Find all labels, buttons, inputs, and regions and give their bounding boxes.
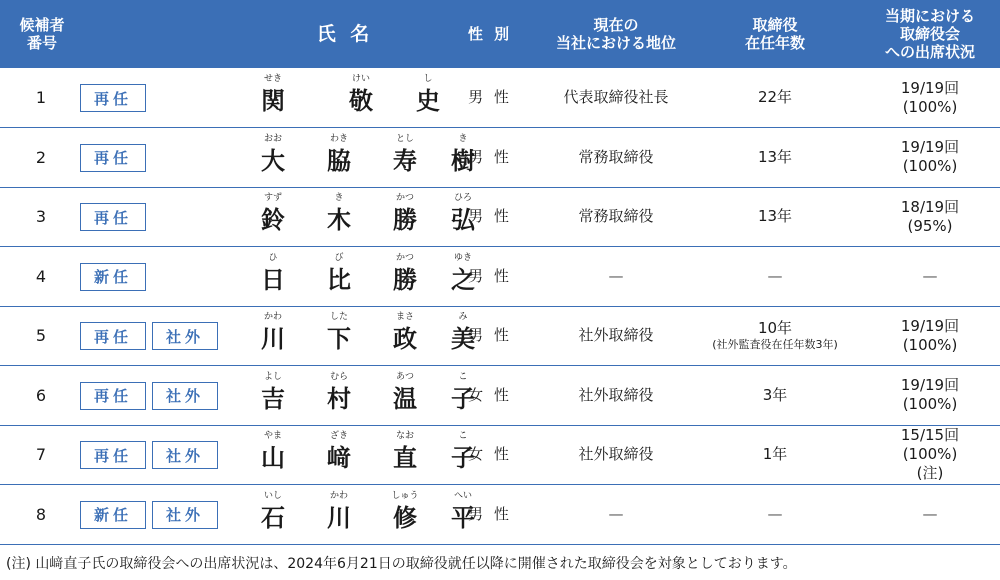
attendance bbox=[860, 188, 1000, 245]
name-kanji: 子 bbox=[451, 384, 475, 413]
table-row bbox=[0, 69, 1000, 128]
candidate-number: 6 bbox=[35, 385, 47, 405]
name-kanji: 関 bbox=[261, 87, 285, 115]
table-row bbox=[0, 367, 1000, 426]
header-attendance: 当期における 取締役会 への出席状況 bbox=[884, 7, 975, 61]
tenure-value: — bbox=[767, 266, 783, 285]
name-kanji: 村 bbox=[327, 384, 351, 413]
name-kanji: 木 bbox=[327, 206, 351, 234]
tenure-value: 1年 bbox=[762, 445, 788, 463]
name-furigana: ひろ bbox=[453, 193, 472, 203]
name-furigana: とし bbox=[395, 133, 414, 144]
table-row bbox=[0, 188, 1000, 247]
status-badge: 新任 bbox=[80, 501, 146, 529]
header-position: 現在の 当社における地位 bbox=[555, 16, 676, 52]
name-kanji: 敬 bbox=[349, 87, 373, 115]
table-row bbox=[0, 426, 1000, 485]
candidate-name bbox=[250, 188, 475, 245]
candidate-tags bbox=[80, 382, 218, 410]
attendance-rate: (95%) bbox=[907, 216, 953, 235]
attendance-count: 19/19回 bbox=[900, 376, 960, 394]
name-kanji: 寿 bbox=[393, 146, 417, 175]
attendance-count: 15/15回 bbox=[900, 426, 960, 444]
tenure-note: (社外監査役在任年数3年) bbox=[712, 338, 838, 351]
status-badge: 社外 bbox=[152, 441, 218, 469]
attendance bbox=[860, 486, 1000, 543]
status-badge: 社外 bbox=[152, 501, 218, 529]
candidate-name bbox=[250, 248, 475, 305]
name-furigana: よし bbox=[263, 371, 282, 382]
name-kanji: 樹 bbox=[451, 146, 475, 175]
name-kanji: 勝 bbox=[393, 206, 417, 234]
current-position: 社外取締役 bbox=[578, 385, 654, 404]
gender: 男 性 bbox=[468, 266, 512, 285]
candidate-tags bbox=[80, 441, 218, 469]
name-furigana: き bbox=[458, 133, 468, 144]
attendance-count: 19/19回 bbox=[900, 138, 960, 156]
header-name: 氏 名 bbox=[316, 23, 374, 45]
current-position: 社外取締役 bbox=[578, 445, 654, 463]
status-badge: 再任 bbox=[80, 144, 146, 172]
attendance-rate: (100%) bbox=[902, 157, 958, 175]
candidate-number: 3 bbox=[35, 207, 47, 226]
header-no: 候補者 番号 bbox=[19, 16, 65, 52]
name-furigana: み bbox=[458, 312, 468, 322]
name-kanji: 勝 bbox=[393, 265, 417, 294]
attendance-rate: (100%) bbox=[902, 395, 958, 413]
name-kanji: 山 bbox=[261, 444, 285, 472]
name-kanji: 之 bbox=[451, 265, 475, 294]
tenure-years bbox=[700, 69, 850, 126]
name-furigana: した bbox=[329, 312, 348, 322]
status-badge: 新任 bbox=[80, 263, 146, 291]
name-furigana: あつ bbox=[395, 371, 414, 382]
name-kanji: 平 bbox=[451, 503, 475, 532]
attendance bbox=[860, 307, 1000, 364]
attendance-count: — bbox=[922, 504, 938, 523]
name-kanji: 修 bbox=[393, 503, 417, 532]
name-furigana: ゆき bbox=[453, 252, 472, 263]
name-kanji: 川 bbox=[327, 503, 351, 532]
status-badge: 再任 bbox=[80, 441, 146, 469]
candidate-tags bbox=[80, 144, 146, 172]
name-kanji: 直 bbox=[393, 444, 417, 472]
candidate-name bbox=[250, 307, 475, 364]
table-header bbox=[0, 0, 1000, 68]
name-furigana: やま bbox=[263, 431, 282, 441]
tenure-years bbox=[700, 307, 850, 364]
candidate-tags bbox=[80, 322, 218, 350]
attendance bbox=[860, 248, 1000, 305]
gender: 男 性 bbox=[468, 147, 512, 166]
status-badge: 社外 bbox=[152, 382, 218, 410]
candidate-number: 2 bbox=[35, 147, 47, 167]
gender: 男 性 bbox=[468, 88, 512, 106]
table-row bbox=[0, 248, 1000, 307]
candidate-tags bbox=[80, 501, 218, 529]
table-row bbox=[0, 307, 1000, 366]
table-row bbox=[0, 129, 1000, 188]
attendance-note: (注) bbox=[916, 464, 944, 482]
attendance bbox=[860, 426, 1000, 483]
name-furigana: わき bbox=[329, 133, 348, 144]
name-furigana: び bbox=[334, 252, 344, 263]
candidate-name bbox=[250, 69, 450, 126]
attendance-rate: (100%) bbox=[902, 97, 958, 116]
tenure-value: 22年 bbox=[757, 88, 793, 106]
name-furigana: いし bbox=[263, 490, 282, 501]
candidate-tags bbox=[80, 203, 146, 231]
attendance-count: 19/19回 bbox=[900, 78, 960, 97]
gender: 男 性 bbox=[468, 504, 512, 523]
gender: 女 性 bbox=[468, 385, 512, 404]
name-furigana: むら bbox=[329, 371, 348, 382]
current-position: — bbox=[608, 266, 624, 285]
name-furigana: かわ bbox=[263, 312, 282, 322]
candidate-number: 7 bbox=[35, 445, 47, 464]
name-furigana: ざき bbox=[329, 431, 348, 441]
candidate-name bbox=[250, 129, 475, 186]
name-furigana: こ bbox=[458, 431, 468, 441]
name-kanji: 史 bbox=[416, 87, 440, 115]
name-furigana: ひ bbox=[268, 252, 278, 263]
attendance-count: 18/19回 bbox=[900, 197, 960, 216]
current-position: 常務取締役 bbox=[578, 147, 654, 166]
name-kanji: 大 bbox=[261, 146, 285, 175]
header-tenure: 取締役 在任年数 bbox=[744, 16, 805, 52]
candidate-tags bbox=[80, 263, 146, 291]
name-furigana: へい bbox=[453, 490, 472, 501]
name-kanji: 﨑 bbox=[327, 444, 351, 472]
status-badge: 再任 bbox=[80, 382, 146, 410]
tenure-years bbox=[700, 426, 850, 483]
tenure-value: 10年 bbox=[757, 319, 793, 337]
name-kanji: 弘 bbox=[451, 206, 475, 234]
status-badge: 再任 bbox=[80, 203, 146, 231]
attendance-rate: (100%) bbox=[902, 445, 958, 463]
attendance-count: — bbox=[922, 266, 938, 285]
attendance bbox=[860, 367, 1000, 424]
status-badge: 社外 bbox=[152, 322, 218, 350]
name-kanji: 日 bbox=[261, 265, 285, 294]
current-position: 代表取締役社長 bbox=[563, 88, 669, 106]
name-kanji: 下 bbox=[327, 325, 351, 353]
name-furigana: こ bbox=[458, 371, 468, 382]
candidate-number: 4 bbox=[35, 266, 47, 286]
attendance bbox=[860, 129, 1000, 186]
tenure-years bbox=[700, 129, 850, 186]
footnote: (注) 山﨑直子氏の取締役会への出席状況は、2024年6月21日の取締役就任以降に開催された取締役会を対象としております。 bbox=[6, 556, 797, 572]
attendance bbox=[860, 69, 1000, 126]
name-furigana: し bbox=[423, 74, 433, 84]
name-furigana: せき bbox=[263, 74, 282, 84]
name-kanji: 川 bbox=[261, 325, 285, 353]
attendance-rate: (100%) bbox=[902, 335, 958, 354]
attendance-count: 19/19回 bbox=[900, 316, 960, 335]
current-position: 常務取締役 bbox=[578, 207, 654, 225]
name-furigana: しゅう bbox=[391, 490, 419, 501]
name-furigana: まさ bbox=[395, 312, 414, 322]
name-furigana: かつ bbox=[395, 252, 414, 263]
table-row bbox=[0, 486, 1000, 545]
name-kanji: 政 bbox=[393, 325, 417, 353]
name-furigana: かわ bbox=[329, 490, 348, 501]
name-furigana: き bbox=[334, 193, 344, 203]
candidate-name bbox=[250, 486, 475, 543]
name-furigana: なお bbox=[395, 431, 414, 441]
name-furigana: けい bbox=[351, 74, 370, 84]
name-kanji: 脇 bbox=[327, 146, 351, 175]
name-kanji: 温 bbox=[393, 384, 417, 413]
tenure-years bbox=[700, 188, 850, 245]
status-badge: 再任 bbox=[80, 322, 146, 350]
tenure-years bbox=[700, 486, 850, 543]
tenure-value: — bbox=[767, 504, 783, 523]
name-furigana: おお bbox=[263, 133, 282, 144]
name-kanji: 鈴 bbox=[261, 206, 285, 234]
name-kanji: 比 bbox=[327, 265, 351, 294]
tenure-value: 3年 bbox=[762, 385, 788, 404]
current-position: 社外取締役 bbox=[578, 326, 654, 344]
header-gender: 性 別 bbox=[467, 25, 513, 43]
tenure-value: 13年 bbox=[757, 207, 793, 225]
name-kanji: 石 bbox=[261, 503, 285, 532]
candidate-number: 1 bbox=[35, 88, 47, 107]
candidate-name bbox=[250, 367, 475, 424]
gender: 女 性 bbox=[468, 445, 512, 463]
status-badge: 再任 bbox=[80, 84, 146, 112]
tenure-value: 13年 bbox=[757, 147, 793, 166]
tenure-years bbox=[700, 367, 850, 424]
name-furigana: すず bbox=[263, 193, 283, 203]
candidate-number: 5 bbox=[35, 326, 47, 345]
candidate-name bbox=[250, 426, 475, 483]
gender: 男 性 bbox=[468, 207, 512, 225]
name-kanji: 子 bbox=[451, 444, 475, 472]
current-position: — bbox=[608, 504, 624, 523]
candidate-number: 8 bbox=[35, 504, 47, 524]
tenure-years bbox=[700, 248, 850, 305]
name-furigana: かつ bbox=[395, 193, 414, 203]
name-kanji: 吉 bbox=[261, 384, 285, 413]
gender: 男 性 bbox=[468, 326, 512, 344]
candidate-tags bbox=[80, 84, 146, 112]
name-kanji: 美 bbox=[451, 325, 475, 353]
